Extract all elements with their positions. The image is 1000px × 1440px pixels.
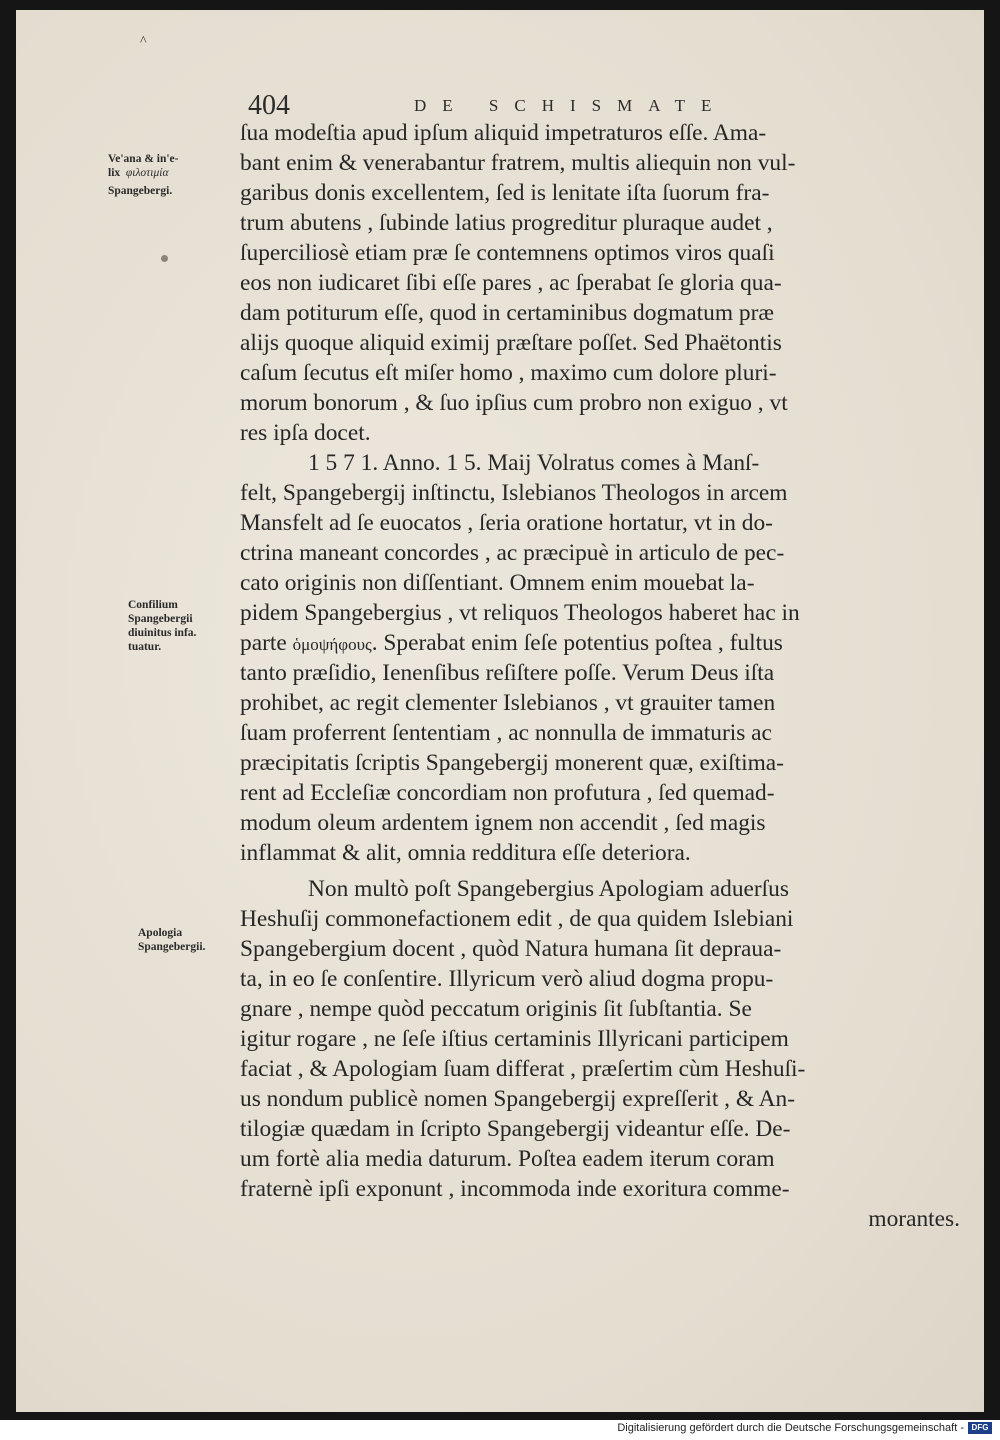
text-line: tilogiæ quædam in ſcripto Spangebergij videantur eſſe. De- bbox=[240, 1116, 791, 1142]
greek-word: ὁμοψήφους bbox=[292, 635, 372, 654]
catchword: morantes. bbox=[868, 1206, 960, 1232]
body-text bbox=[240, 118, 960, 1234]
text-line: garibus donis excellentem, ſed is lenitate iſta ſuorum fra- bbox=[240, 180, 770, 206]
text-line: trum abutens , ſubinde latius progreditur pluraque audet , bbox=[240, 210, 773, 236]
margin-note-line: Spangebergii bbox=[128, 613, 193, 625]
text-line: faciat , & Apologiam ſuam differat , præſertim cùm Heshuſi- bbox=[240, 1056, 806, 1082]
text-line: gnare , nempe quòd peccatum originis ſit ſubſtantia. Se bbox=[240, 996, 752, 1022]
text-line: Heshuſij commonefactionem edit , de qua quidem Islebiani bbox=[240, 906, 794, 932]
text-line: Spangebergium docent , quòd Natura humana ſit deprauа- bbox=[240, 936, 782, 962]
text-line: parte ὁμοψήφους. Sperabat enim ſeſe potentius poſtea , fultus bbox=[240, 630, 783, 656]
text-line: caſum ſecutus eſt miſer homo , maximo cum dolore pluri- bbox=[240, 360, 777, 386]
text-line: pidem Spangebergius , vt reliquos Theologos haberet hac in bbox=[240, 600, 800, 626]
text-line: dam potiturum eſſe, quod in certaminibus dogmatum præ bbox=[240, 300, 774, 326]
text-line: us nondum publicè nomen Spangebergij expreſſerit , & An- bbox=[240, 1086, 795, 1112]
dfg-logo-icon: DFG bbox=[968, 1422, 992, 1434]
margin-note-greek: φιλοτιμία bbox=[125, 167, 169, 179]
text-line: præcipitatis ſcriptis Spangebergij monerent quæ, exiſtima- bbox=[240, 750, 784, 776]
ink-spot bbox=[161, 255, 168, 262]
text-line: Non multò poſt Spangebergius Apologiam aduerſus bbox=[308, 876, 789, 902]
text-line: 1 5 7 1. Anno. 1 5. Maij Volratus comes à Manſ- bbox=[308, 450, 760, 476]
corner-mark: ^ bbox=[140, 34, 147, 49]
text-line: fraternè ipſi exponunt , incommoda inde exoritura comme- bbox=[240, 1176, 790, 1202]
margin-note-line: tuatur. bbox=[128, 641, 162, 653]
digitization-credit: Digitalisierung gefördert durch die Deutsche Forschungsgemeinschaft - bbox=[617, 1422, 964, 1434]
text-line: alijs quoque aliquid eximij præſtare poſſet. Sed Phaëtontis bbox=[240, 330, 782, 356]
margin-note-2 bbox=[128, 598, 196, 654]
text-line: rent ad Eccleſiæ concordiam non profutura , ſed quemad- bbox=[240, 780, 775, 806]
text-line: ſuperciliosè etiam præ ſe contemnens optimos viros quaſi bbox=[240, 240, 775, 266]
text-line: cato originis non diſſentiant. Omnem enim mouebat la- bbox=[240, 570, 755, 596]
text-line: ta, in eo ſe conſentire. Illyricum verò aliud dogma propu- bbox=[240, 966, 774, 992]
margin-note-line: lix φιλοτιμία bbox=[108, 167, 169, 179]
margin-note-line: Ve'ana & in'e- bbox=[108, 153, 179, 165]
text-line: inflammat & alit, omnia redditura eſſe deteriora. bbox=[240, 840, 691, 866]
text-line: prohibet, ac regit clementer Islebianos , vt grauiter tamen bbox=[240, 690, 776, 716]
margin-note-line: Confilium bbox=[128, 599, 178, 611]
margin-note-line: Apologia bbox=[138, 927, 183, 939]
text-line: bant enim & venerabantur fratrem, multis aliequin non vul- bbox=[240, 150, 796, 176]
text-line: res ipſa docet. bbox=[240, 420, 371, 446]
paragraph-2 bbox=[240, 448, 960, 868]
margin-note-1 bbox=[108, 152, 179, 198]
margin-note-line: diuinitus infa. bbox=[128, 627, 197, 639]
margin-note-line: Spangebergi. bbox=[108, 185, 173, 197]
running-head: DE SCHISMATE bbox=[414, 96, 728, 115]
text-line: ſua modeſtia apud ipſum aliquid impetraturos eſſe. Ama- bbox=[240, 120, 767, 146]
text-line: modum oleum ardentem ignem non accendit , ſed magis bbox=[240, 810, 766, 836]
paragraph-3 bbox=[240, 874, 960, 1234]
text-line: ſuam proferrent ſententiam , ac nonnulla de immaturis ac bbox=[240, 720, 772, 746]
text-line: tanto præſidio, Ienenſibus reſiſtere poſſe. Verum Deus iſta bbox=[240, 660, 775, 686]
paragraph-1 bbox=[240, 118, 960, 448]
text-line: Mansfelt ad ſe euocatos , ſeria oratione hortatur, vt in do- bbox=[240, 510, 773, 536]
text-line: felt, Spangebergij inſtinctu, Islebianos Theologos in arcem bbox=[240, 480, 788, 506]
text-line: um fortè alia media daturum. Poſtea eadem iterum coram bbox=[240, 1146, 775, 1172]
text-line: ctrina maneant concordes , ac præcipuè in articulo de pec- bbox=[240, 540, 785, 566]
margin-note-3 bbox=[138, 926, 205, 954]
page-number: 404 bbox=[248, 90, 290, 121]
text-line: morum bonorum , & ſuo ipſius cum probro non exiguo , vt bbox=[240, 390, 788, 416]
text-line: eos non iudicaret ſibi eſſe pares , ac ſperabat ſe gloria qua- bbox=[240, 270, 782, 296]
margin-note-line: Spangebergii. bbox=[138, 941, 206, 953]
text-line: igitur rogare , ne ſeſe iſtius certaminis Illyricani participem bbox=[240, 1026, 789, 1052]
